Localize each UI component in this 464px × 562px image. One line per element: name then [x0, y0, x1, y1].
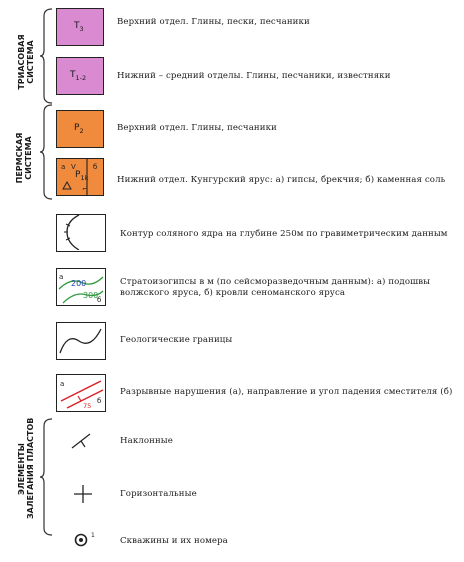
contour-label-a: а — [59, 273, 64, 281]
horizontal-bedding-icon — [73, 484, 93, 504]
permian-line-2: СИСТЕМА — [24, 136, 33, 180]
inclined-bedding-icon — [70, 430, 94, 450]
structure-contours-icon — [57, 269, 104, 304]
well-number: 1 — [91, 532, 95, 539]
symbol-faults — [56, 374, 106, 412]
unit-t3-code: $T_3$ — [74, 21, 84, 33]
unit-p2-swatch — [56, 110, 104, 148]
symbol-faults-description: Разрывные нарушения (а), направление и угол падения сместителя (б) — [120, 387, 453, 397]
permian-line-1: ПЕРМСКАЯ — [15, 132, 24, 184]
group-label-bedding — [17, 419, 39, 519]
unit-t12-swatch — [56, 57, 104, 95]
symbol-structure-contours-description: Стратоизогипсы в м (по сейсморазведочным данным): а) подошвы волжского яруса, б) кровли сеноманского яруса — [120, 277, 431, 298]
fault-label-a: а — [60, 380, 65, 388]
symbol-salt-core — [56, 214, 106, 252]
triassic-brace — [40, 8, 54, 104]
bedding-line-2: ЗАЛЕГАНИЯ ПЛАСТОВ — [26, 417, 35, 519]
triassic-line-2: СИСТЕМА — [26, 40, 35, 84]
bedding-inclined-description: Наклонные — [120, 436, 173, 446]
wells-description: Скважины и их номера — [120, 536, 228, 546]
bedding-line-1: ЭЛЕМЕНТЫ — [17, 443, 26, 495]
unit-p1k-triangle-mark — [63, 182, 71, 189]
fault-dip-angle: 75 — [83, 402, 92, 410]
permian-brace — [40, 104, 54, 200]
unit-p1k-code: $P_{1k}$ — [75, 170, 89, 182]
group-label-triassic — [17, 27, 37, 97]
unit-t12-code: $T_{1-2}$ — [70, 70, 87, 82]
symbol-structure-contours — [56, 268, 106, 306]
contour-value-300: 300 — [83, 291, 99, 300]
symbol-salt-core-description: Контур соляного ядра на глубине 250м по гравиметрическим данным — [120, 229, 448, 239]
unit-p1k-tick-mark: ⌐ — [82, 185, 88, 193]
geological-boundary-icon — [57, 323, 104, 358]
unit-p2-code: $P_2$ — [74, 123, 84, 135]
unit-t3-swatch — [56, 8, 104, 46]
symbol-geological-boundaries — [56, 322, 106, 360]
triassic-line-1: ТРИАСОВАЯ — [17, 34, 26, 90]
unit-p1k-mark-b: б — [93, 163, 98, 171]
fault-label-b: б — [97, 397, 102, 405]
unit-t12-description: Нижний – средний отделы. Глины, песчаники, известняки — [117, 71, 391, 81]
fault-icon — [57, 375, 104, 410]
bedding-brace — [40, 418, 54, 536]
salt-core-contour-icon — [57, 215, 104, 250]
unit-p1k-swatch — [56, 158, 104, 196]
unit-p1k-description: Нижний отдел. Кунгурский ярус: а) гипсы, брекчия; б) каменная соль — [117, 175, 446, 185]
unit-p1k-v-mark: V — [71, 163, 76, 171]
unit-t3-description: Верхний отдел. Глины, пески, песчаники — [117, 17, 310, 27]
symbol-geological-boundaries-description: Геологические границы — [120, 335, 233, 345]
contour-label-b: б — [97, 296, 102, 304]
well-icon — [74, 532, 92, 548]
unit-p1k-mark-a: a — [61, 163, 66, 171]
group-label-permian — [15, 123, 35, 193]
bedding-horizontal-description: Горизонтальные — [120, 489, 197, 499]
unit-p2-description: Верхний отдел. Глины, песчаники — [117, 123, 277, 133]
contour-value-200: 200 — [71, 279, 87, 288]
